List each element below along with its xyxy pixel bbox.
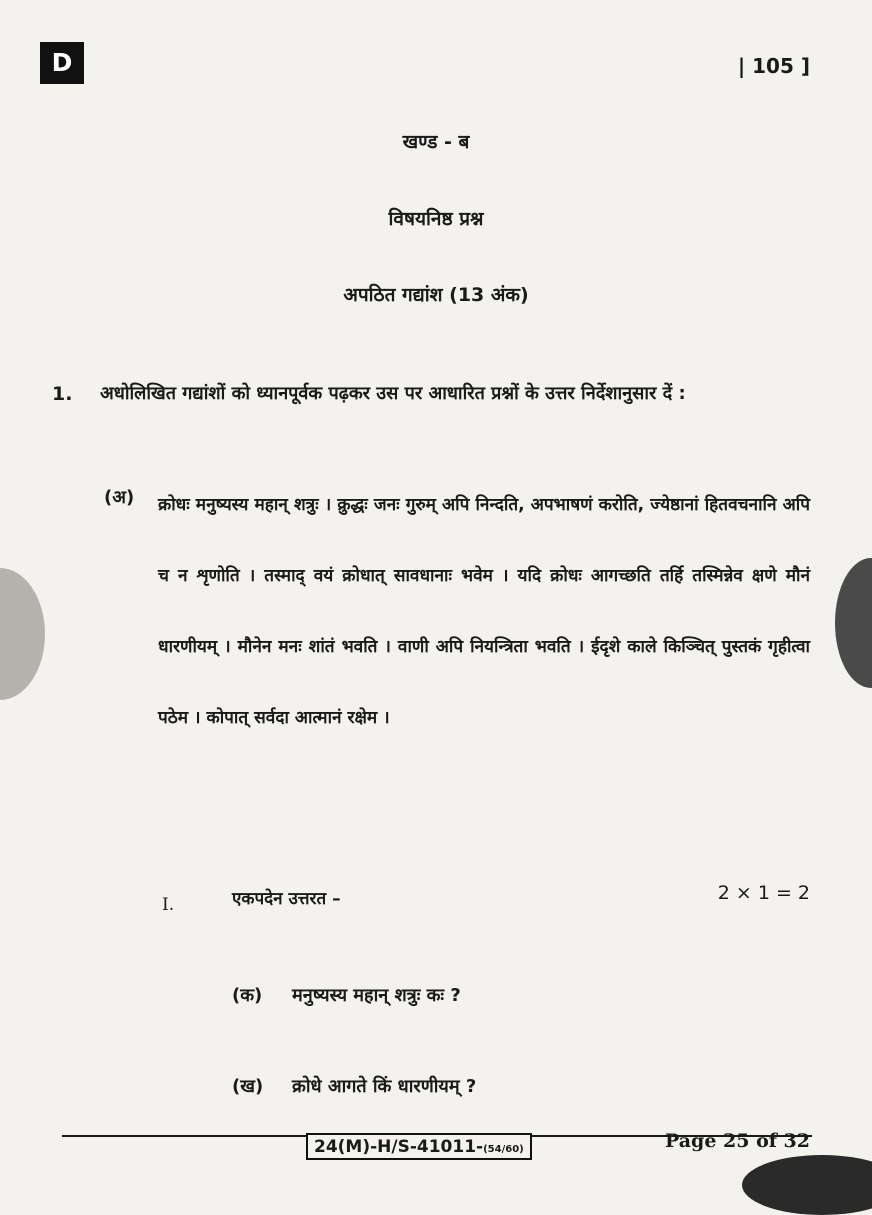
footer-page-label: Page 25 of 32 [664,1130,810,1152]
top-page-number: | 105 ] [737,54,810,78]
item-label: (क) [232,985,263,1006]
marks-allocation: 2 × 1 = 2 [717,882,810,904]
subquestion-instruction: एकपदेन उत्तरत – [232,889,341,909]
punch-hole-left [0,568,45,700]
subquestion-item [232,983,461,1007]
passage-label: (अ) [104,487,135,508]
punch-hole-right [835,558,872,688]
question-number: 1. [52,383,73,405]
question-type-heading: विषयनिष्ठ प्रश्न [388,208,484,230]
item-text: क्रोधे आगते किं धारणीयम् ? [292,1076,477,1097]
subquestion-item [232,1074,476,1098]
paper-code-suffix: (54/60) [483,1144,524,1155]
subquestion-number: I. [162,895,175,915]
section-title: खण्ड - ब [402,131,470,153]
set-code-badge: D [40,42,84,84]
passage-heading: अपठित गद्यांश (13 अंक) [343,284,529,306]
item-label: (ख) [232,1076,264,1097]
item-text: मनुष्यस्य महान् शत्रुः कः ? [292,985,461,1006]
page-corner-shadow [742,1155,872,1215]
paper-code-box [306,1133,532,1160]
paper-code: 24(M)-H/S-41011- [314,1137,484,1157]
passage-text: क्रोधः मनुष्यस्य महान् शत्रुः । क्रुद्धः जनः गुरुम् अपि निन्दति, अपभाषणं करोति, ज्येष्ठानां हितवचनानि अपि च न शृणोति । तस्माद् वयं क्रोधात् सावधानाः भवेम । यदि क्रोधः आगच्छति तर्हि तस्मिन्नेव क्षणे मौनं धारणीयम् । मौनेन मनः शांतं भवति । वाणी अपि नियन्त्रिता भवति । ईदृशे काले किञ्चित् पुस्तकं गृहीत्वा पठेम । कोपात् सर्वदा आत्मानं रक्षेम । [158,495,810,728]
question-instruction: अधोलिखित गद्यांशों को ध्यानपूर्वक पढ़कर उस पर आधारित प्रश्नों के उत्तर निर्देशानुसार दें : [100,383,686,404]
